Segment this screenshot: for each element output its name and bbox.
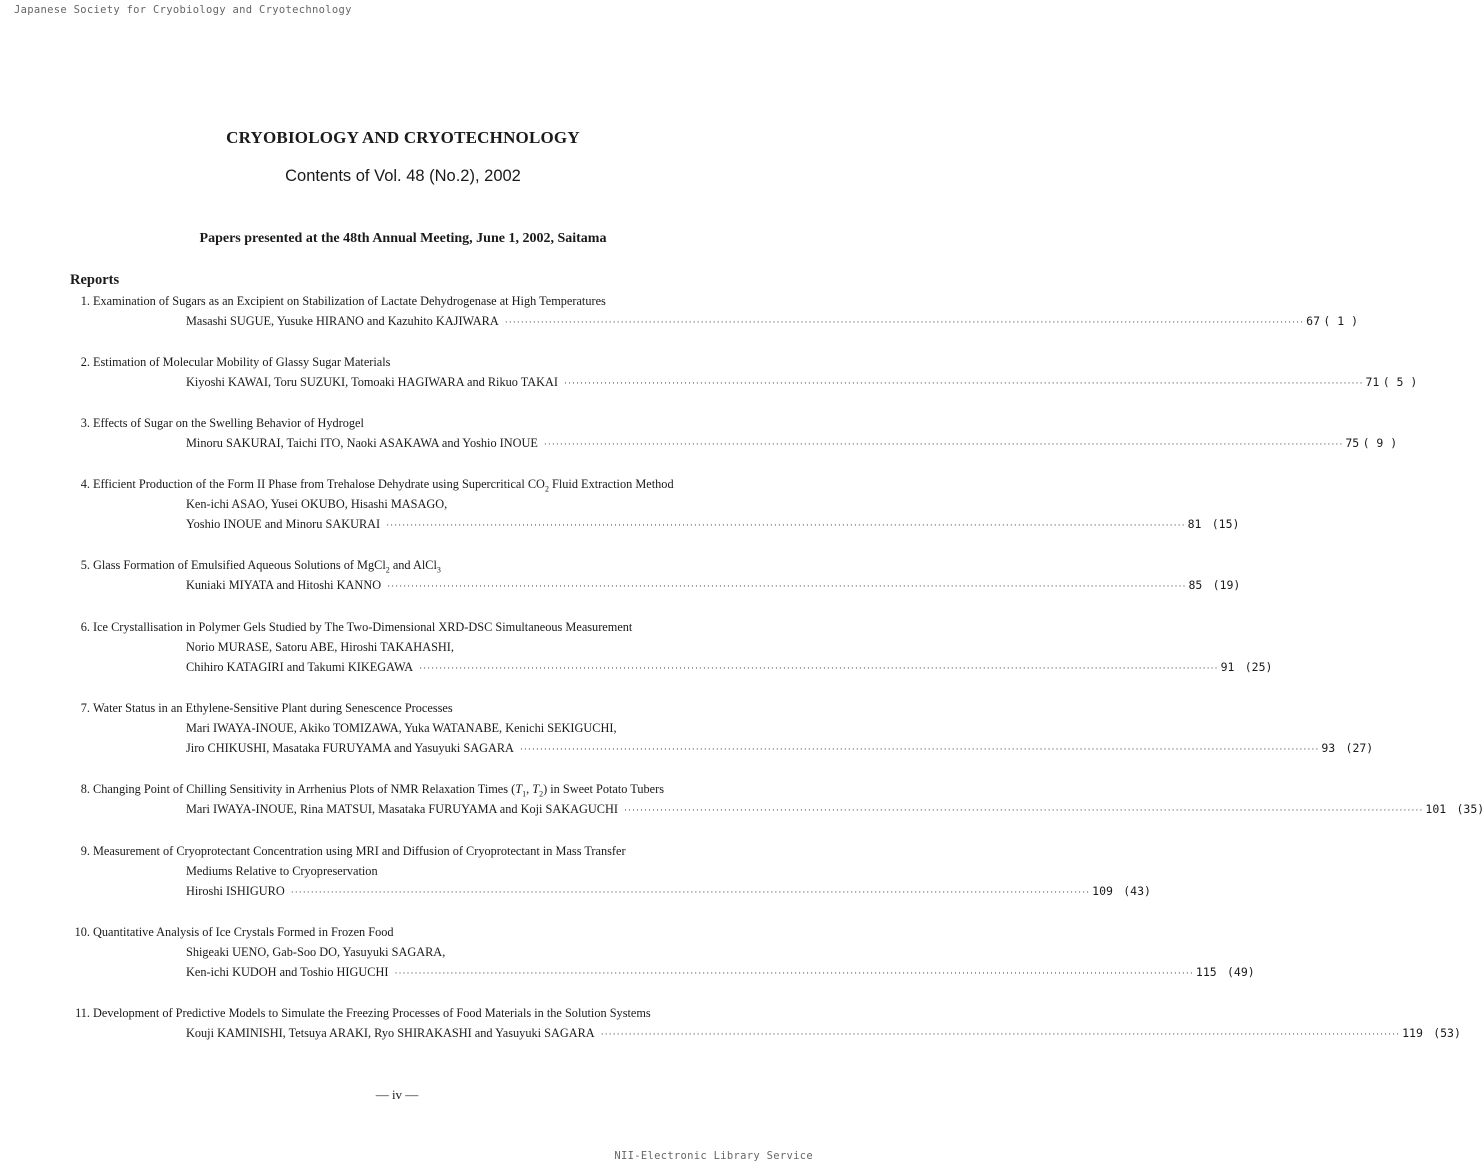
entry-authors: Mari IWAYA-INOUE, Akiko TOMIZAWA, Yuka WATANABE, Kenichi SEKIGUCHI, — [186, 721, 617, 735]
toc-entry — [62, 841, 1151, 901]
section-heading-reports: Reports — [70, 272, 120, 288]
entry-authors: Hiroshi ISHIGURO — [186, 884, 285, 898]
entry-title: Ice Crystallisation in Polymer Gels Studied by The Two-Dimensional XRD-DSC Simultaneous Measurement — [93, 620, 633, 634]
dot-leader: ········································································································································································································ — [504, 317, 1305, 327]
entry-original-page: (19) — [1212, 578, 1241, 592]
toc-entry — [62, 474, 1240, 534]
dot-leader: ········································································································································································································ — [623, 805, 1424, 815]
entry-original-page: ( 1 ) — [1323, 314, 1359, 328]
toc-entry — [62, 922, 1255, 982]
entry-authors: Kuniaki MIYATA and Hitoshi KANNO — [186, 578, 382, 592]
entry-title: Mediums Relative to Cryopreservation — [186, 864, 378, 878]
entry-author-line — [62, 881, 1151, 901]
toc-entry — [62, 779, 1484, 819]
entry-number: 1. — [80, 294, 90, 308]
issue-line: Contents of Vol. 48 (No.2), 2002 — [285, 167, 521, 185]
entry-title: Measurement of Cryoprotectant Concentration using MRI and Diffusion of Cryoprotectant in Mass Transfer — [93, 844, 626, 858]
entry-title: Changing Point of Chilling Sensitivity in Arrhenius Plots of NMR Relaxation Times ($T_1$, $T_2$) in Sweet Potato Tubers — [93, 782, 664, 799]
entry-title-line — [62, 474, 732, 494]
entry-page: 85 — [1188, 578, 1203, 592]
entry-authors: Kouji KAMINISHI, Tetsuya ARAKI, Ryo SHIRAKASHI and Yasuyuki SAGARA — [186, 1026, 595, 1040]
entry-original-page: (15) — [1211, 517, 1240, 531]
entry-author-line — [62, 575, 1241, 595]
entry-title: Development of Predictive Models to Simulate the Freezing Processes of Food Materials in the Solution Systems — [93, 1006, 651, 1020]
toc-entry — [62, 617, 1273, 677]
entry-author-line — [62, 1023, 1461, 1043]
entry-title-line — [62, 555, 732, 575]
entry-author-line — [62, 942, 732, 962]
entry-title-continuation — [62, 861, 732, 881]
entry-title: Examination of Sugars as an Excipient on Stabilization of Lactate Dehydrogenase at High Temperatures — [93, 294, 606, 308]
header-source-tag: Japanese Society for Cryobiology and Cryotechnology — [14, 4, 352, 16]
entry-authors: Kiyoshi KAWAI, Toru SUZUKI, Tomoaki HAGIWARA and Rikuo TAKAI — [186, 375, 559, 389]
entry-authors: Masashi SUGUE, Yusuke HIRANO and Kazuhito KAJIWARA — [186, 314, 499, 328]
entry-authors: Shigeaki UENO, Gab-Soo DO, Yasuyuki SAGARA, — [186, 945, 446, 959]
entry-authors: Ken-ichi ASAO, Yusei OKUBO, Hisashi MASAGO, — [186, 497, 448, 511]
dot-leader: ········································································································································································································ — [543, 439, 1344, 449]
toc-entry — [62, 352, 1418, 392]
entry-page: 91 — [1220, 660, 1235, 674]
entry-title: Effects of Sugar on the Swelling Behavior of Hydrogel — [93, 416, 364, 430]
entry-number: 10. — [74, 925, 90, 939]
entry-author-line — [62, 637, 732, 657]
meeting-line: Papers presented at the 48th Annual Meeting, June 1, 2002, Saitama — [199, 231, 607, 246]
entry-number: 4. — [80, 477, 90, 491]
entry-number: 6. — [80, 620, 90, 634]
entry-original-page: (25) — [1244, 660, 1273, 674]
entry-page: 109 — [1092, 884, 1113, 898]
toc-entry — [62, 291, 1359, 331]
dot-leader: ········································································································································································································ — [394, 968, 1194, 978]
dot-leader: ········································································································································································································ — [600, 1029, 1401, 1039]
toc-entry — [62, 555, 1241, 595]
entry-number: 7. — [80, 701, 90, 715]
dot-leader: ········································································································································································································ — [387, 581, 1187, 591]
entry-page: 101 — [1425, 802, 1447, 816]
dot-leader: ········································································································································································································ — [386, 520, 1186, 530]
entry-author-line — [62, 738, 1374, 758]
entry-title-line — [62, 698, 732, 718]
entry-author-line — [62, 657, 1273, 677]
toc-entry — [62, 698, 1374, 758]
dot-leader: ········································································································································································································ — [564, 378, 1364, 388]
entry-original-page: (53) — [1433, 1026, 1461, 1040]
entry-title-line — [62, 779, 732, 799]
entry-authors: Norio MURASE, Satoru ABE, Hiroshi TAKAHASHI, — [186, 640, 454, 654]
entry-original-page: (35) — [1456, 802, 1484, 816]
journal-title: CRYOBIOLOGY AND CRYOTECHNOLOGY — [226, 128, 580, 147]
page-number: — iv — — [375, 1087, 419, 1102]
entry-author-line — [62, 494, 732, 514]
entry-author-line — [62, 311, 1359, 331]
entry-author-line — [62, 799, 1484, 819]
entry-original-page: (43) — [1123, 884, 1151, 898]
entry-authors: Chihiro KATAGIRI and Takumi KIKEGAWA — [186, 660, 414, 674]
entry-title: Water Status in an Ethylene-Sensitive Plant during Senescence Processes — [93, 701, 453, 715]
entry-title: Efficient Production of the Form II Phase from Trehalose Dehydrate using Supercritical $CO_2$ Fluid Extraction Method — [93, 477, 674, 494]
entry-authors: Ken-ichi KUDOH and Toshio HIGUCHI — [186, 965, 389, 979]
entry-authors: Jiro CHIKUSHI, Masataka FURUYAMA and Yasuyuki SAGARA — [186, 741, 514, 755]
entry-author-line — [62, 962, 1255, 982]
entry-author-line — [62, 514, 1240, 534]
entry-page: 67 — [1306, 314, 1321, 328]
dot-leader: ········································································································································································································ — [519, 744, 1320, 754]
entry-authors: Yoshio INOUE and Minoru SAKURAI — [186, 517, 381, 531]
footer-source-tag: NII-Electronic Library Service — [614, 1150, 813, 1162]
entry-title: Glass Formation of Emulsified Aqueous Solutions of MgCl$_2$ and AlCl$_3$ — [93, 558, 441, 575]
entry-original-page: ( 9 ) — [1362, 436, 1398, 450]
entry-page: 75 — [1345, 436, 1360, 450]
entry-original-page: ( 5 ) — [1382, 375, 1418, 389]
entry-number: 8. — [80, 782, 90, 796]
entry-original-page: (49) — [1226, 965, 1255, 979]
entry-authors: Minoru SAKURAI, Taichi ITO, Naoki ASAKAWA and Yoshio INOUE — [186, 436, 538, 450]
entry-number: 2. — [80, 355, 90, 369]
entry-title-line — [62, 1003, 732, 1023]
entry-number: 11. — [75, 1006, 90, 1020]
toc-entry — [62, 1003, 1461, 1043]
entry-page: 71 — [1365, 375, 1380, 389]
entry-title-line — [62, 922, 732, 942]
entry-number: 5. — [80, 558, 90, 572]
entry-title-line — [62, 352, 732, 372]
entry-title-line — [62, 617, 732, 637]
entry-page: 93 — [1321, 741, 1336, 755]
entry-number: 9. — [80, 844, 90, 858]
dot-leader: ········································································································································································································ — [419, 663, 1219, 673]
entry-page: 115 — [1195, 965, 1217, 979]
entry-author-line — [62, 433, 1398, 453]
entry-title-line — [62, 841, 732, 861]
entry-original-page: (27) — [1345, 741, 1374, 755]
entry-title-line — [62, 291, 732, 311]
entry-authors: Mari IWAYA-INOUE, Rina MATSUI, Masataka FURUYAMA and Koji SAKAGUCHI — [186, 802, 618, 816]
toc-entry — [62, 413, 1398, 453]
entry-number: 3. — [80, 416, 90, 430]
entry-author-line — [62, 372, 1418, 392]
dot-leader: ········································································································································································································ — [290, 887, 1091, 897]
entry-page: 119 — [1402, 1026, 1423, 1040]
entry-title-line — [62, 413, 732, 433]
entry-title: Estimation of Molecular Mobility of Glassy Sugar Materials — [93, 355, 391, 369]
entry-title: Quantitative Analysis of Ice Crystals Formed in Frozen Food — [93, 925, 394, 939]
entry-page: 81 — [1187, 517, 1202, 531]
entry-author-line — [62, 718, 732, 738]
